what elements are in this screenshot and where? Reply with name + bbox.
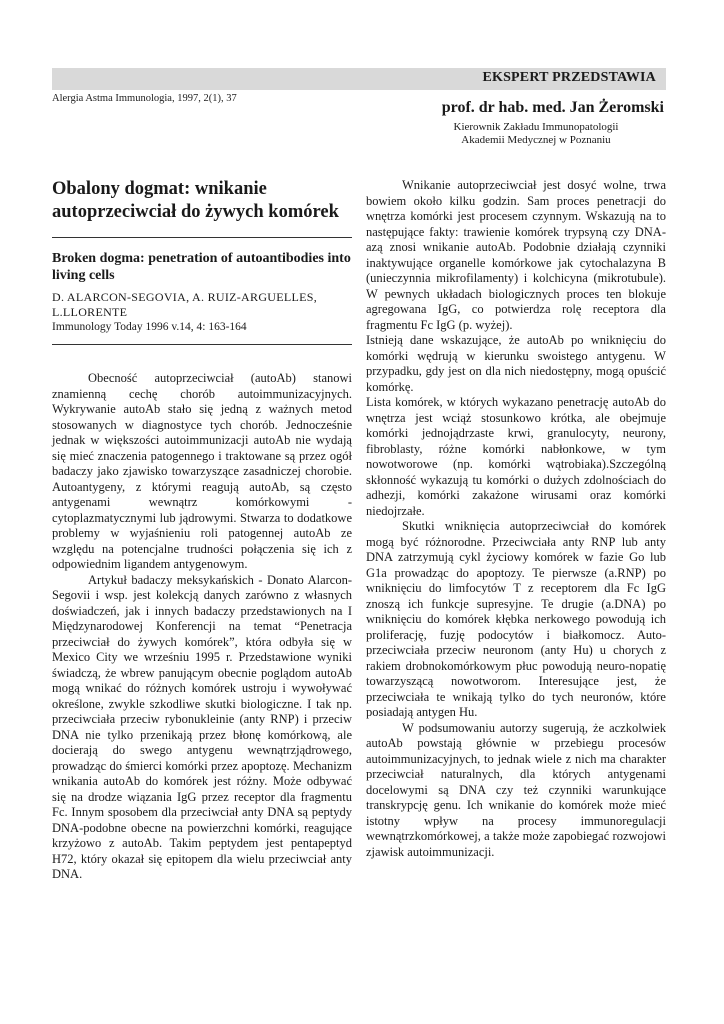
- section-label: EKSPERT PRZEDSTAWIA: [482, 70, 656, 85]
- article-title-polish: Obalony dogmat: wnikanie autoprzeciwciał do żywych komórek: [52, 179, 339, 222]
- body-paragraph: Obecność autoprzeciwciał (autoAb) stanowi znamienną cechę chorób autoimmunizacyjnych. Wykrywanie autoAb stało się jedną z ważnych metod stosowanych w diagnostyce tych chorób. Jednocześnie jednak w większości autoimmunizacji autoAb nie wydają się mieć znaczenia patogennego i traktowane są przez ogół badaczy jako zjawisko towarzyszące zasadniczej chorobie. Autoantygeny, z którymi reagują autoAb, są często antygenami wewnątrz komórkowymi - cytoplazmatycznymi lub jądrowymi. Stwarza to dodatkowe problemy w wyjaśnieniu roli patogennej autoAb ze względu na potencjalne trudności połączenia się ich z odpowiednim ligandem antygenowym.: [52, 371, 352, 571]
- body-paragraph: Artykuł badaczy meksykańskich - Donato Alarcon-Segovii i wsp. jest kolekcją danych zarówno z własnych doświadczeń, jak i innych badaczy przedstawionych na I Międzynarodowej Konferencji na temat “Penetracja przeciwciał do żywych komórek”, która odbyła się w Mexico City we wrześniu 1995 r. Przedstawione wyniki świadczą, że wbrew panującym obecnie poglądom autoAb mogą wnikać do różnych komórek ustroju i wywoływać określone, zwykle szkodliwe skutki biologiczne. I tak np. przeciwciała przeciw rybonukleinie (anty RNP) i przeciw DNA nie tylko przenikają przez błonę komórkową, ale docierają do swego antygenu wewnątrzjądrowego, prowadząc do śmierci komórki przez apoptozę. Mechanizm wnikania autoAb do komórek jest różny. Może odbywać się na drodze wiązania IgG przez receptor dla fragmentu Fc. Innym sposobem dla przeciwciał anty DNA są peptydy DNA-podobne obecne na powierzchni komórki, reagujące krzyżowo z autoAb. Takim peptydem jest pentapeptyd H72, który okazał się epitopem dla wielu przeciwciał anty DNA.: [52, 572, 352, 881]
- author-block: [324, 99, 664, 147]
- body-paragraph: W podsumowaniu autorzy sugerują, że aczkolwiek autoAb powstają głównie w przebiegu procesów autoimmunizacyjnych, to jednak wiele z nich ma charakter przeciwciał naturalnych, dla których antygenami docelowymi są DNA czy też czynniki warunkujące transkrypcję genu. Ich wnikanie do komórek może mieć istotny wpływ na procesy immunoregulacji wewnątrzkomórkowej, a także może zapobiegać rozwojowi zjawisk autoimmunizacji.: [366, 720, 666, 859]
- title-divider: [52, 237, 352, 238]
- journal-citation: Alergia Astma Immunologia, 1997, 2(1), 37: [52, 93, 237, 104]
- original-authors: D. ALARCON-SEGOVIA, A. RUIZ-ARGUELLES, L.LLORENTE: [52, 290, 318, 319]
- author-affiliation: [436, 121, 636, 147]
- body-paragraph: Istnieją dane wskazujące, że autoAb po wniknięciu do komórki wędrują w kierunku swoistego antygenu. W przypadku, gdy jest on dla nich niedostępny, mogą opuścić komórkę.: [366, 333, 666, 394]
- source-journal: Immunology Today 1996 v.14, 4: 163-164: [52, 321, 247, 333]
- body-paragraph: Lista komórek, w których wykazano penetrację autoAb do wnętrza jest wciąż stosunkowo krótka, ale obejmuje komórki jednojądrzaste krwi, granulocyty, neurony, fibroblasty, różne komórki nabłonkowe, w tym nowotworowe (np. komórki wątrobiaka).Szczególną skłonność wykazują tu komórki o dużych zdolnościach do adhezji, komórki zakażone wirusami oraz komórki niedojrzałe.: [366, 395, 666, 518]
- affiliation-line-2: Akademii Medycznej w Poznaniu: [461, 134, 611, 146]
- left-column: [52, 178, 352, 883]
- article-title-english: Broken dogma: penetration of autoantibodies into living cells: [52, 251, 351, 283]
- author-name: prof. dr hab. med. Jan Żeromski: [441, 99, 664, 116]
- body-paragraph: Wnikanie autoprzeciwciał jest dosyć wolne, trwa bowiem około kilku godzin. Sam proces penetracji do wnętrza komórki jest procesem czynnym. Wskazują na to następujące fakty: trawienie komórek trypsyną czy DNA-azą znosi wnikanie autoAb. Podobnie działają czynniki inaktywujące organelle komórkowe jak cytochalazyna B (unieczynnia mikrofilamenty) i kolchicyna (mikrotubule). W pewnych układach biologicznych proces ten blokuje agregowana IgG, co potwierdza rolę receptora dla fragmentu Fc IgG (p. wyżej).: [366, 178, 666, 332]
- header-bottom-divider: [52, 344, 352, 345]
- body-paragraph: Skutki wniknięcia autoprzeciwciał do komórek mogą być różnorodne. Przeciwciała anty RNP lub anty DNA zatrzymują cykl życiowy komórek w fazie Go lub G1a prowadząc do apoptozy. Te pierwsze (a.RNP) po wniknięciu do limfocytów T z receptorem dla Fc IgG znoszą ich funkcje supresyjne. Te drugie (a.DNA) po wniknięciu do komórek kłębka nerkowego powodują ich proliferację, fuzję podocytów i białkomocz. Auto-przeciwciała przeciw neuronom (anty Hu) u chorych z rakiem drobnokomórkowym płuc powodują neuro-nopatię towarzyszącą nowotworom. Interesujące jest, że przeciwciała te wnikają tylko do tych neuronów, które posiadają antygen Hu.: [366, 519, 666, 719]
- affiliation-line-1: Kierownik Zakładu Immunopatologii: [453, 121, 619, 133]
- section-header-bar: [52, 68, 666, 90]
- right-column: [366, 178, 666, 860]
